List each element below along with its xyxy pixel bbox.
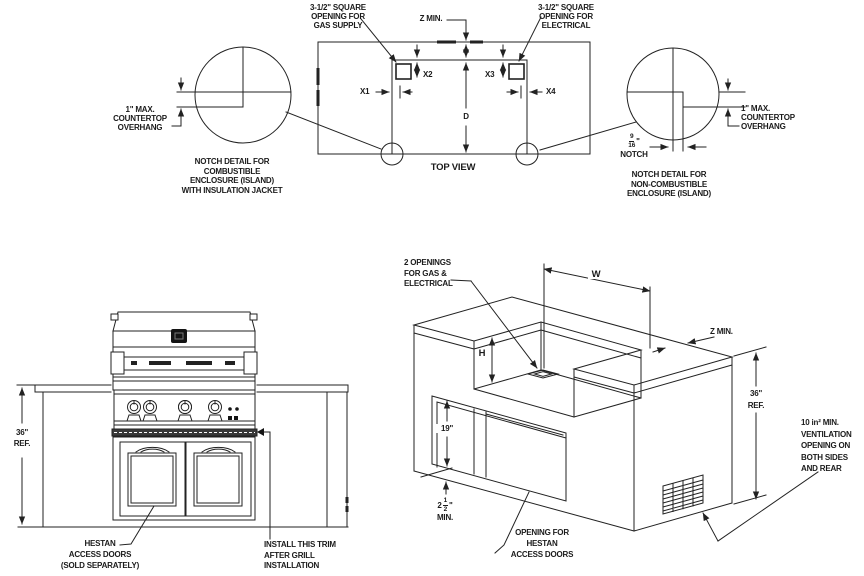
top-view-title: TOP VIEW [430, 162, 476, 173]
hestan-doors-note: HESTAN ACCESS DOORS (SOLD SEPARATELY) [60, 539, 140, 570]
front-height-ref: 36" REF. [13, 428, 31, 448]
noncombustible-caption: NOTCH DETAIL FOR NON-COMBUSTIBLE ENCLOSURE (ISLAND) [627, 170, 711, 198]
vent-note: 10 in² MIN. VENTILATION OPENING ON BOTH SIDES AND REAR [801, 418, 852, 473]
x1-dim: X1 [360, 87, 370, 96]
z-min-dim-top: Z MIN. [419, 14, 443, 23]
notch-fraction: $\frac{9}{16}$ " [628, 133, 640, 149]
iso-doors-opening-note: OPENING FOR HESTAN ACCESS DOORS [510, 528, 574, 559]
electrical-opening-note: 3-1/2" SQUARE OPENING FOR ELECTRICAL [538, 3, 594, 30]
w-dim: W [588, 270, 604, 279]
x2-dim: X2 [423, 70, 433, 79]
access-doors [113, 437, 255, 520]
iso-openings-note: 2 OPENINGS FOR GAS & ELECTRICAL [404, 258, 453, 288]
x4-dim: X4 [546, 87, 556, 96]
noncombustible-overhang-note: 1" MAX. COUNTERTOP OVERHANG [741, 104, 795, 131]
top-view-drawing [286, 17, 636, 165]
min-clearance-dim: 2 $\frac{1}{2}$ " MIN. [436, 497, 454, 522]
dim-19: 19" [436, 424, 458, 433]
combustible-caption: NOTCH DETAIL FOR COMBUSTIBLE ENCLOSURE (ISLAND) WITH INSULATION JACKET [181, 157, 283, 195]
vent-grille [663, 475, 703, 514]
x3-dim: X3 [485, 70, 495, 79]
gas-opening-note: 3-1/2" SQUARE OPENING FOR GAS SUPPLY [310, 3, 366, 30]
d-dim: D [459, 112, 473, 121]
trim-install-note: INSTALL THIS TRIM AFTER GRILL INSTALLATION [264, 540, 336, 570]
iso-height-ref: 36" REF. [747, 389, 765, 410]
z-min-dim-iso: Z MIN. [710, 327, 733, 336]
h-dim: H [478, 348, 486, 359]
combustible-notch-detail-drawing [172, 47, 291, 143]
combustible-overhang-note: 1" MAX. COUNTERTOP OVERHANG [113, 105, 167, 132]
notch-label: NOTCH [620, 150, 648, 159]
front-view-drawing [17, 312, 348, 545]
